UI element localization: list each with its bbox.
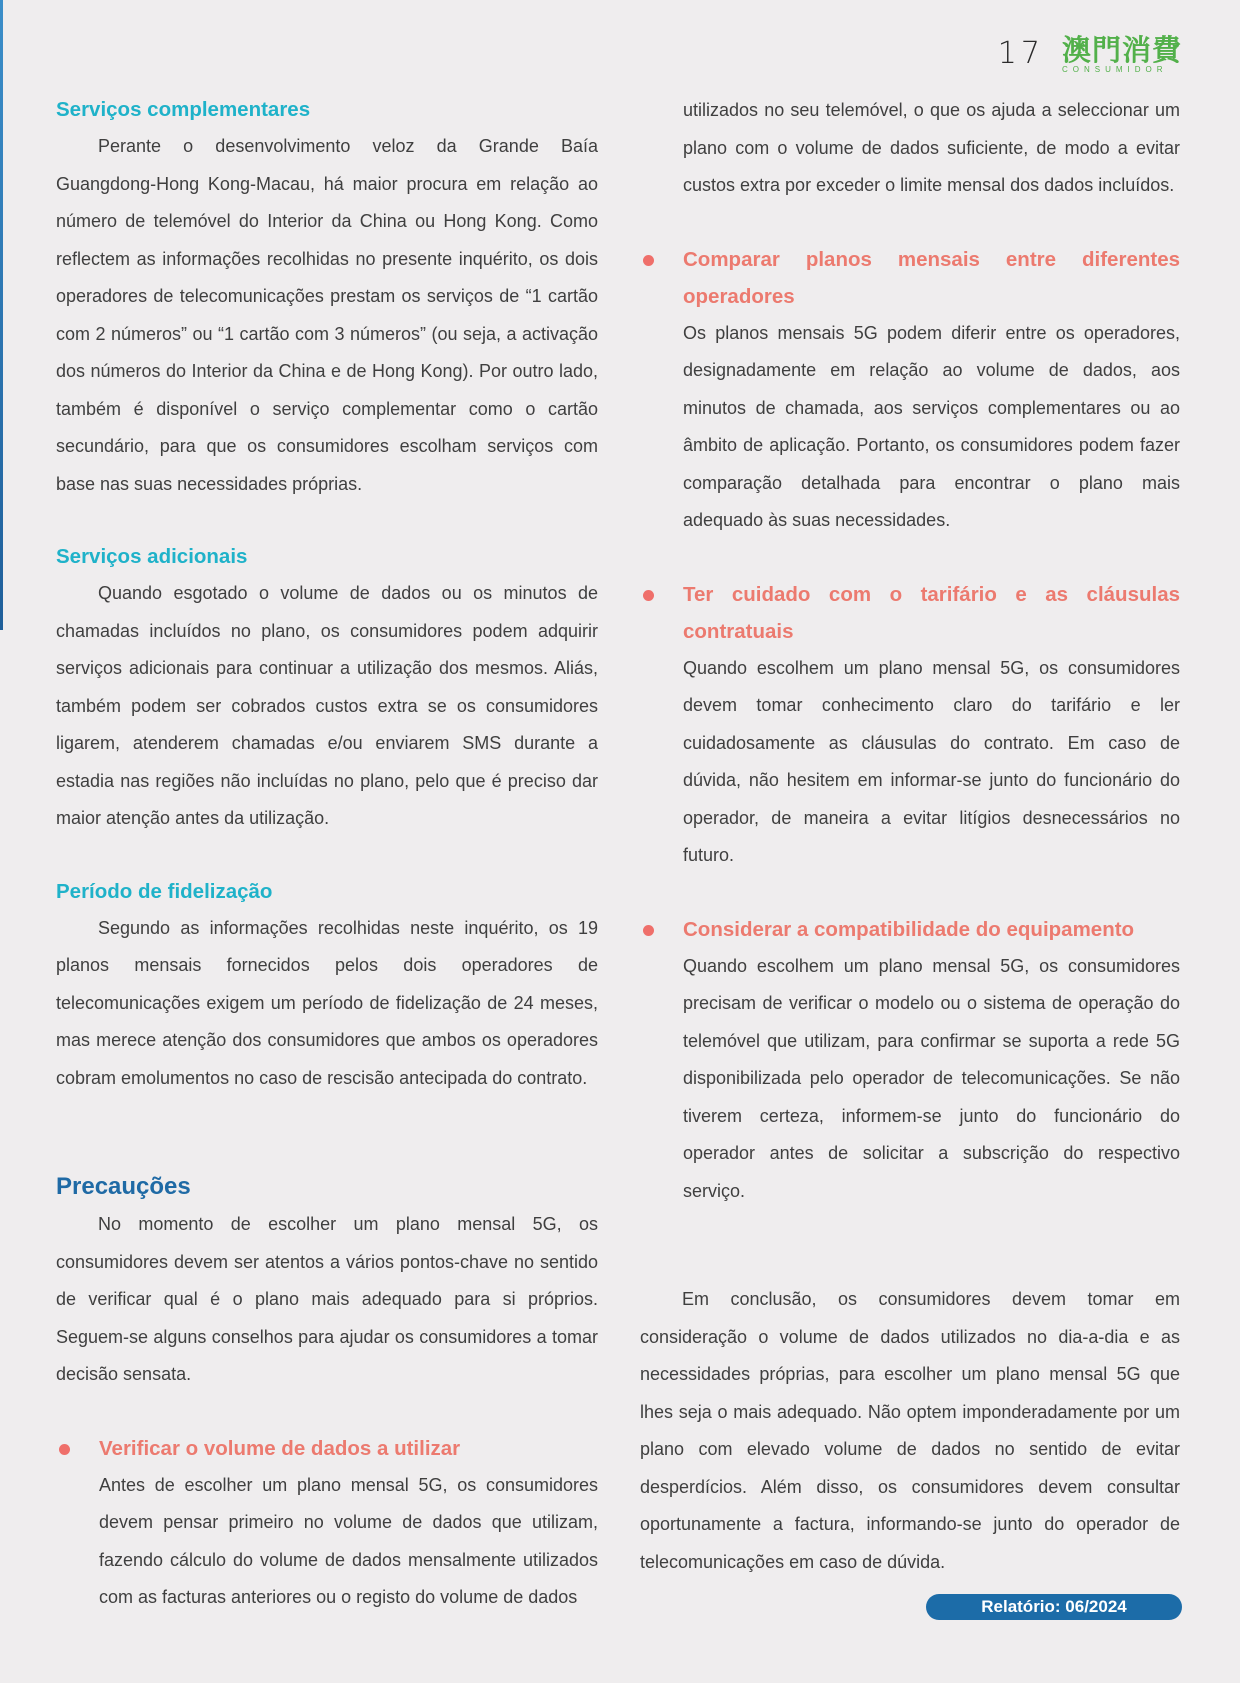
- bullet-dot: [643, 925, 654, 936]
- bullet-tarifario-clausulas: [640, 576, 1180, 875]
- consumidor-logo: [1062, 34, 1182, 74]
- bullet-title-line2: operadores: [683, 284, 795, 308]
- paragraph-conclusao: Em conclusão, os consumidores devem tomar em consideração o volume de dados utilizados no dia-a-dia e as necessidades próprias, para escolher um plano mensal 5G que lhes seja o mais adequado. Não optem imponderadamente por um plano com elevado volume de dados no sentido de evitar desperdícios. Além disso, os consumidores devem consultar oportunamente a factura, informando-se junto do operador de telecomunicações em caso de dúvida.: [640, 1289, 1180, 1572]
- bullet-verificar-volume: [56, 1430, 598, 1617]
- heading-servicos-adicionais: Serviços adicionais: [56, 545, 248, 568]
- bullet-title-line2: contratuais: [683, 619, 794, 643]
- report-badge: Relatório: 06/2024: [926, 1594, 1182, 1620]
- bullet-verificar-volume-continued: [640, 92, 1180, 205]
- paragraph-periodo-fidelizacao: Segundo as informações recolhidas neste inquérito, os 19 planos mensais fornecidos pelos dois operadores de telecomunicações exigem um período de fidelização de 24 meses, mas merece atenção dos consumidores que ambos os operadores cobram emolumentos no caso de rescisão antecipada do contrato.: [56, 917, 598, 1088]
- bullet-dot: [59, 1444, 70, 1455]
- heading-precaucoes: Precauções: [56, 1173, 191, 1200]
- left-edge-bar: [0, 0, 3, 630]
- bullet-title-line1: Ter cuidado com o tarifário e as cláusulas: [683, 582, 1180, 606]
- logo-text: 澳門消費: [1061, 33, 1182, 67]
- right-column: [640, 92, 1180, 1581]
- bullet-text: Os planos mensais 5G podem diferir entre os operadores, designadamente em relação ao volume de dados, aos minutos de chamada, aos serviços complementares ou ao âmbito de aplicação. Portanto, os consumidores podem fazer comparação detalhada para encontrar o plano mais adequado às suas necessidades.: [683, 322, 1180, 530]
- bullet-title: Considerar a compatibilidade do equipamento: [683, 917, 1135, 941]
- heading-servicos-complementares: Serviços complementares: [56, 98, 311, 121]
- paragraph-precaucoes: No momento de escolher um plano mensal 5G, os consumidores devem ser atentos a vários pontos-chave no sentido de verificar qual é o plano mais adequado para si próprios. Seguem-se alguns conselhos para ajudar os consumidores a tomar decisão sensata.: [56, 1214, 598, 1384]
- page-number: 17: [997, 36, 1044, 71]
- bullet-dot: [643, 590, 654, 601]
- bullet-dot: [643, 255, 654, 266]
- left-column: [56, 92, 598, 1617]
- bullet-text-continued: utilizados no seu telemóvel, o que os ajuda a seleccionar um plano com o volume de dados suficiente, de modo a evitar custos extra por exceder o limite mensal dos dados incluídos.: [683, 100, 1180, 195]
- paragraph-servicos-complementares: Perante o desenvolvimento veloz da Grande Baía Guangdong-Hong Kong-Macau, há maior procura em relação ao número de telemóvel do Interior da China ou Hong Kong. Como reflectem as informações recolhidas no presente inquérito, os dois operadores de telecomunicações prestam os serviços de “1 cartão com 2 números” ou “1 cartão com 3 números” (ou seja, a activação dos números do Interior da China e de Hong Kong). Por outro lado, também é disponível o serviço complementar como o cartão secundário, para que os consumidores escolham serviços com base nas suas necessidades próprias.: [56, 136, 598, 494]
- paragraph-servicos-adicionais: Quando esgotado o volume de dados ou os minutos de chamadas incluídos no plano, os consumidores podem adquirir serviços adicionais para continuar a utilização dos mesmos. Aliás, também podem ser cobrados custos extra se os consumidores ligarem, atenderem chamadas e/ou enviarem SMS durante a estadia nas regiões não incluídas no plano, pelo que é preciso dar maior atenção antes da utilização.: [56, 583, 598, 828]
- bullet-comparar-planos: [640, 241, 1180, 540]
- logo-subtext: CONSUMIDOR: [1061, 65, 1168, 74]
- page-header: [998, 34, 1182, 74]
- bullet-title: Verificar o volume de dados a utilizar: [99, 1436, 461, 1460]
- bullet-text: Quando escolhem um plano mensal 5G, os consumidores devem tomar conhecimento claro do tarifário e ler cuidadosamente as cláusulas do contrato. Em caso de dúvida, não hesitem em informar-se junto do funcionário do operador, de maneira a evitar litígios desnecessários no futuro.: [683, 657, 1180, 865]
- bullet-compatibilidade-equipamento: [640, 911, 1180, 1211]
- heading-periodo-fidelizacao: Período de fidelização: [56, 879, 273, 903]
- bullet-text: Quando escolhem um plano mensal 5G, os consumidores precisam de verificar o modelo ou o sistema de operação do telemóvel que utilizam, para confirmar se suporta a rede 5G disponibilizada pelo operador de telecomunicações. Se não tiverem certeza, informem-se junto do funcionário do operador antes de solicitar a subscrição do respectivo serviço.: [683, 955, 1180, 1201]
- bullet-text: Antes de escolher um plano mensal 5G, os consumidores devem pensar primeiro no volume de dados que utilizam, fazendo cálculo do volume de dados mensalmente utilizados com as facturas anteriores ou o registo do volume de dados: [99, 1474, 598, 1607]
- bullet-title-line1: Comparar planos mensais entre diferentes: [683, 247, 1180, 271]
